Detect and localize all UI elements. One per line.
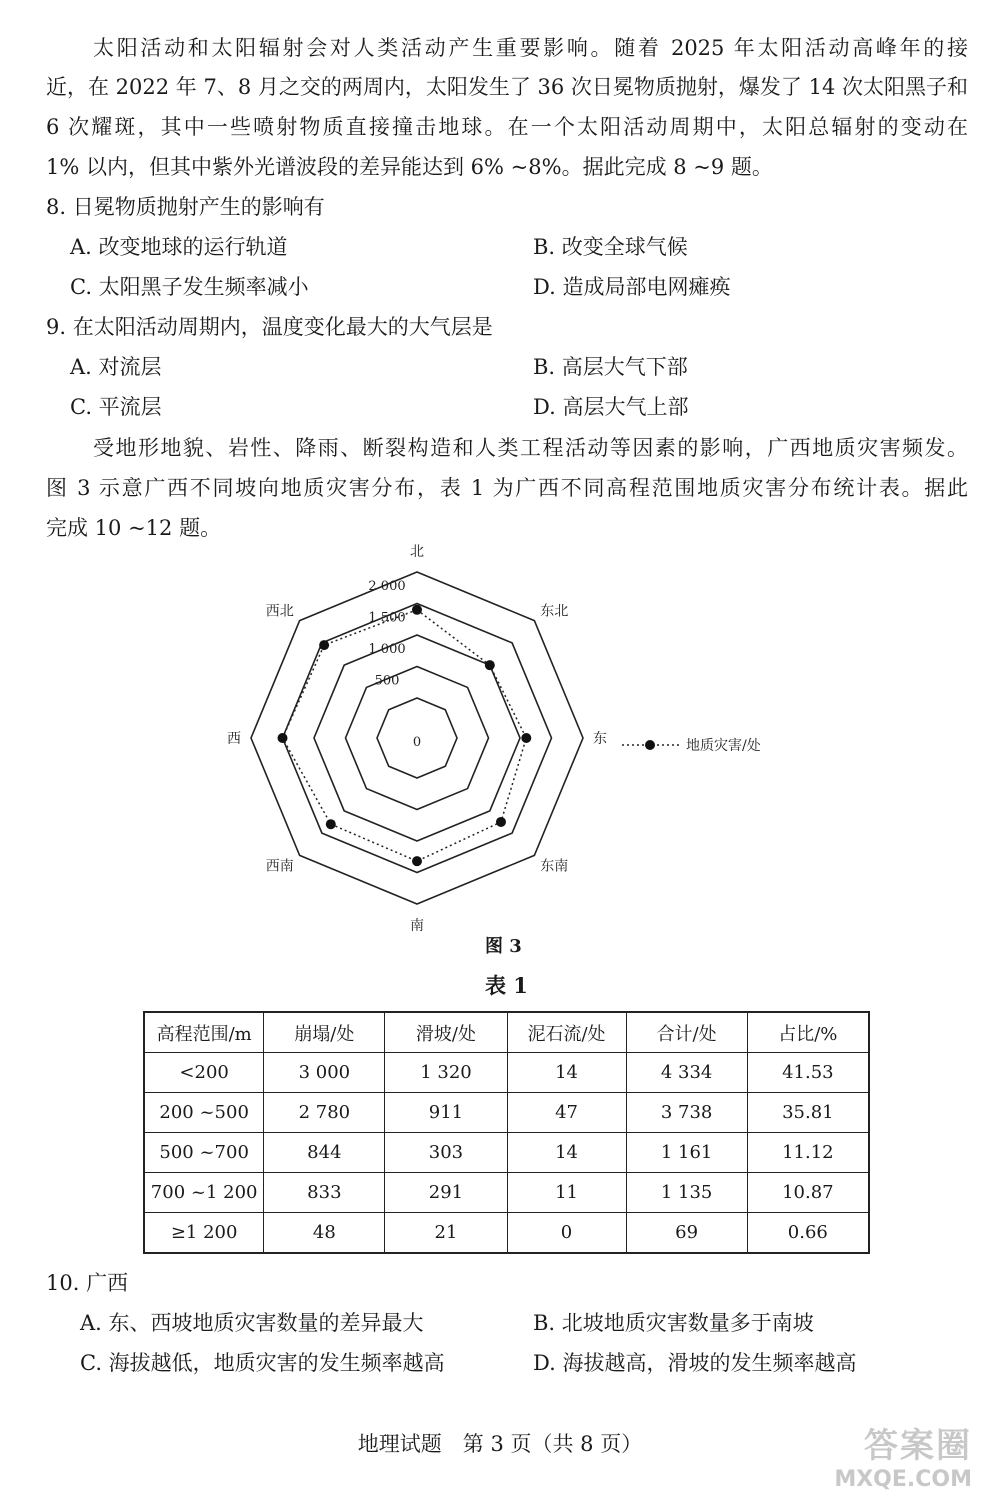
- watermark-logo: [834, 1418, 972, 1492]
- data-point-6: [278, 733, 288, 743]
- data-point-1: [485, 660, 495, 670]
- data-point-0: [412, 605, 422, 615]
- q9-stem: 9. 在太阳活动周期内，温度变化最大的大气层是: [46, 315, 493, 339]
- table-header-cell: 崩塌/处: [264, 1012, 385, 1053]
- table-cell: 291: [385, 1173, 507, 1213]
- table-cell: 11.12: [747, 1133, 869, 1173]
- table-cell: ≥1 200: [144, 1213, 264, 1254]
- table-cell: <200: [144, 1053, 264, 1093]
- table-cell: 1 135: [626, 1173, 747, 1213]
- ring-label-0: 0: [412, 735, 422, 750]
- table-cell: 844: [264, 1133, 385, 1173]
- q10-stem: 10. 广西: [46, 1271, 129, 1295]
- table-header-cell: 泥石流/处: [507, 1012, 626, 1053]
- table-cell: 1 320: [385, 1053, 507, 1093]
- data-point-3: [496, 817, 506, 827]
- direction-label-6: 西: [227, 731, 241, 747]
- direction-label-7: 西北: [265, 603, 294, 620]
- ring-label-1000: 1 000: [368, 642, 406, 657]
- watermark-line-2: MXQE.COM: [834, 1467, 972, 1492]
- direction-label-4: 南: [410, 918, 424, 934]
- table-cell: 911: [385, 1093, 507, 1133]
- data-point-5: [326, 819, 336, 829]
- table-cell: 14: [507, 1133, 626, 1173]
- table-row: [144, 1213, 869, 1254]
- q9-option-a: A. 对流层: [70, 355, 162, 379]
- table-cell: 3 738: [626, 1093, 747, 1133]
- q9-option-b: B. 高层大气下部: [533, 355, 688, 379]
- intro2-line-2: 图 3 示意广西不同坡向地质灾害分布，表 1 为广西不同高程范围地质灾害分布统计表。据此: [46, 476, 968, 500]
- direction-label-0: 北: [410, 544, 424, 560]
- table-row: [144, 1133, 869, 1173]
- table-cell: 41.53: [747, 1053, 869, 1093]
- direction-label-3: 东南: [540, 858, 569, 875]
- table-cell: 0.66: [747, 1213, 869, 1254]
- q10-option-b: B. 北坡地质灾害数量多于南坡: [533, 1311, 814, 1335]
- table-row: [144, 1093, 869, 1133]
- table-header-row: [144, 1012, 869, 1053]
- table-header-cell: 滑坡/处: [385, 1012, 507, 1053]
- q8-option-b: B. 改变全球气候: [533, 235, 688, 259]
- intro1-line-2: 近，在 2022 年 7、8 月之交的两周内，太阳发生了 36 次日冕物质抛射，爆发了 14 次太阳黑子和: [46, 75, 969, 99]
- intro1-line-4: 1% 以内，但其中紫外光谱波段的差异能达到 6% ~8%。据此完成 8 ~9 题。: [46, 155, 773, 179]
- table-cell: 21: [385, 1213, 507, 1254]
- table-row: [144, 1053, 869, 1093]
- q8-option-d: D. 造成局部电网瘫痪: [533, 275, 731, 299]
- table-cell: 35.81: [747, 1093, 869, 1133]
- table-cell: 1 161: [626, 1133, 747, 1173]
- table-cell: 303: [385, 1133, 507, 1173]
- direction-label-2: 东: [593, 731, 607, 747]
- table-cell: 4 334: [626, 1053, 747, 1093]
- legend-label: 地质灾害/处: [686, 738, 761, 754]
- table-header-cell: 占比/%: [747, 1012, 869, 1053]
- table-cell: 11: [507, 1173, 626, 1213]
- q9-option-d: D. 高层大气上部: [533, 395, 689, 419]
- table-cell: 200 ~500: [144, 1093, 264, 1133]
- table-row: [144, 1173, 869, 1213]
- q8-option-a: A. 改变地球的运行轨道: [70, 235, 288, 259]
- q10-option-c: C. 海拔越低，地质灾害的发生频率越高: [80, 1351, 445, 1375]
- intro1-line-3: 6 次耀斑，其中一些喷射物质直接撞击地球。在一个太阳活动周期中，太阳总辐射的变动在: [46, 115, 968, 139]
- ring-label-500: 500: [374, 673, 400, 689]
- table-cell: 833: [264, 1173, 385, 1213]
- q8-option-c: C. 太阳黑子发生频率减小: [70, 275, 309, 299]
- table-cell: 0: [507, 1213, 626, 1254]
- table-cell: 48: [264, 1213, 385, 1254]
- watermark-line-1: 答案圈: [864, 1426, 972, 1466]
- data-point-4: [412, 856, 422, 866]
- data-point-2: [521, 733, 531, 743]
- q10-option-d: D. 海拔越高，滑坡的发生频率越高: [533, 1351, 857, 1375]
- figure-caption: 图 3: [485, 936, 522, 957]
- table-cell: 700 ~1 200: [144, 1173, 264, 1213]
- direction-label-5: 西南: [265, 858, 294, 875]
- ring-label-2000: 2 000: [368, 579, 406, 594]
- intro1-line-1: 太阳活动和太阳辐射会对人类活动产生重要影响。随着 2025 年太阳活动高峰年的接: [93, 36, 968, 60]
- intro2-line-1: 受地形地貌、岩性、降雨、断裂构造和人类工程活动等因素的影响，广西地质灾害频发。: [93, 436, 968, 460]
- radar-chart: [210, 544, 810, 934]
- direction-label-1: 东北: [540, 603, 569, 620]
- table-cell: 14: [507, 1053, 626, 1093]
- ring-label-1500: 1 500: [368, 610, 406, 626]
- table-cell: 500 ~700: [144, 1133, 264, 1173]
- table-cell: 47: [507, 1093, 626, 1133]
- table-cell: 69: [626, 1213, 747, 1254]
- legend-marker: [645, 740, 655, 750]
- q10-option-a: A. 东、西坡地质灾害数量的差异最大: [80, 1311, 424, 1335]
- page-footer: 地理试题 第 3 页（共 8 页）: [357, 1432, 643, 1456]
- table-cell: 2 780: [264, 1093, 385, 1133]
- intro2-line-3: 完成 10 ~12 题。: [46, 516, 222, 540]
- table-cell: 10.87: [747, 1173, 869, 1213]
- hazard-table: [143, 1011, 870, 1254]
- data-point-7: [319, 640, 329, 650]
- table-cell: 3 000: [264, 1053, 385, 1093]
- q8-stem: 8. 日冕物质抛射产生的影响有: [46, 195, 325, 219]
- table-header-cell: 高程范围/m: [144, 1012, 264, 1053]
- table-title: 表 1: [485, 973, 528, 998]
- q9-option-c: C. 平流层: [70, 395, 162, 419]
- table-header-cell: 合计/处: [626, 1012, 747, 1053]
